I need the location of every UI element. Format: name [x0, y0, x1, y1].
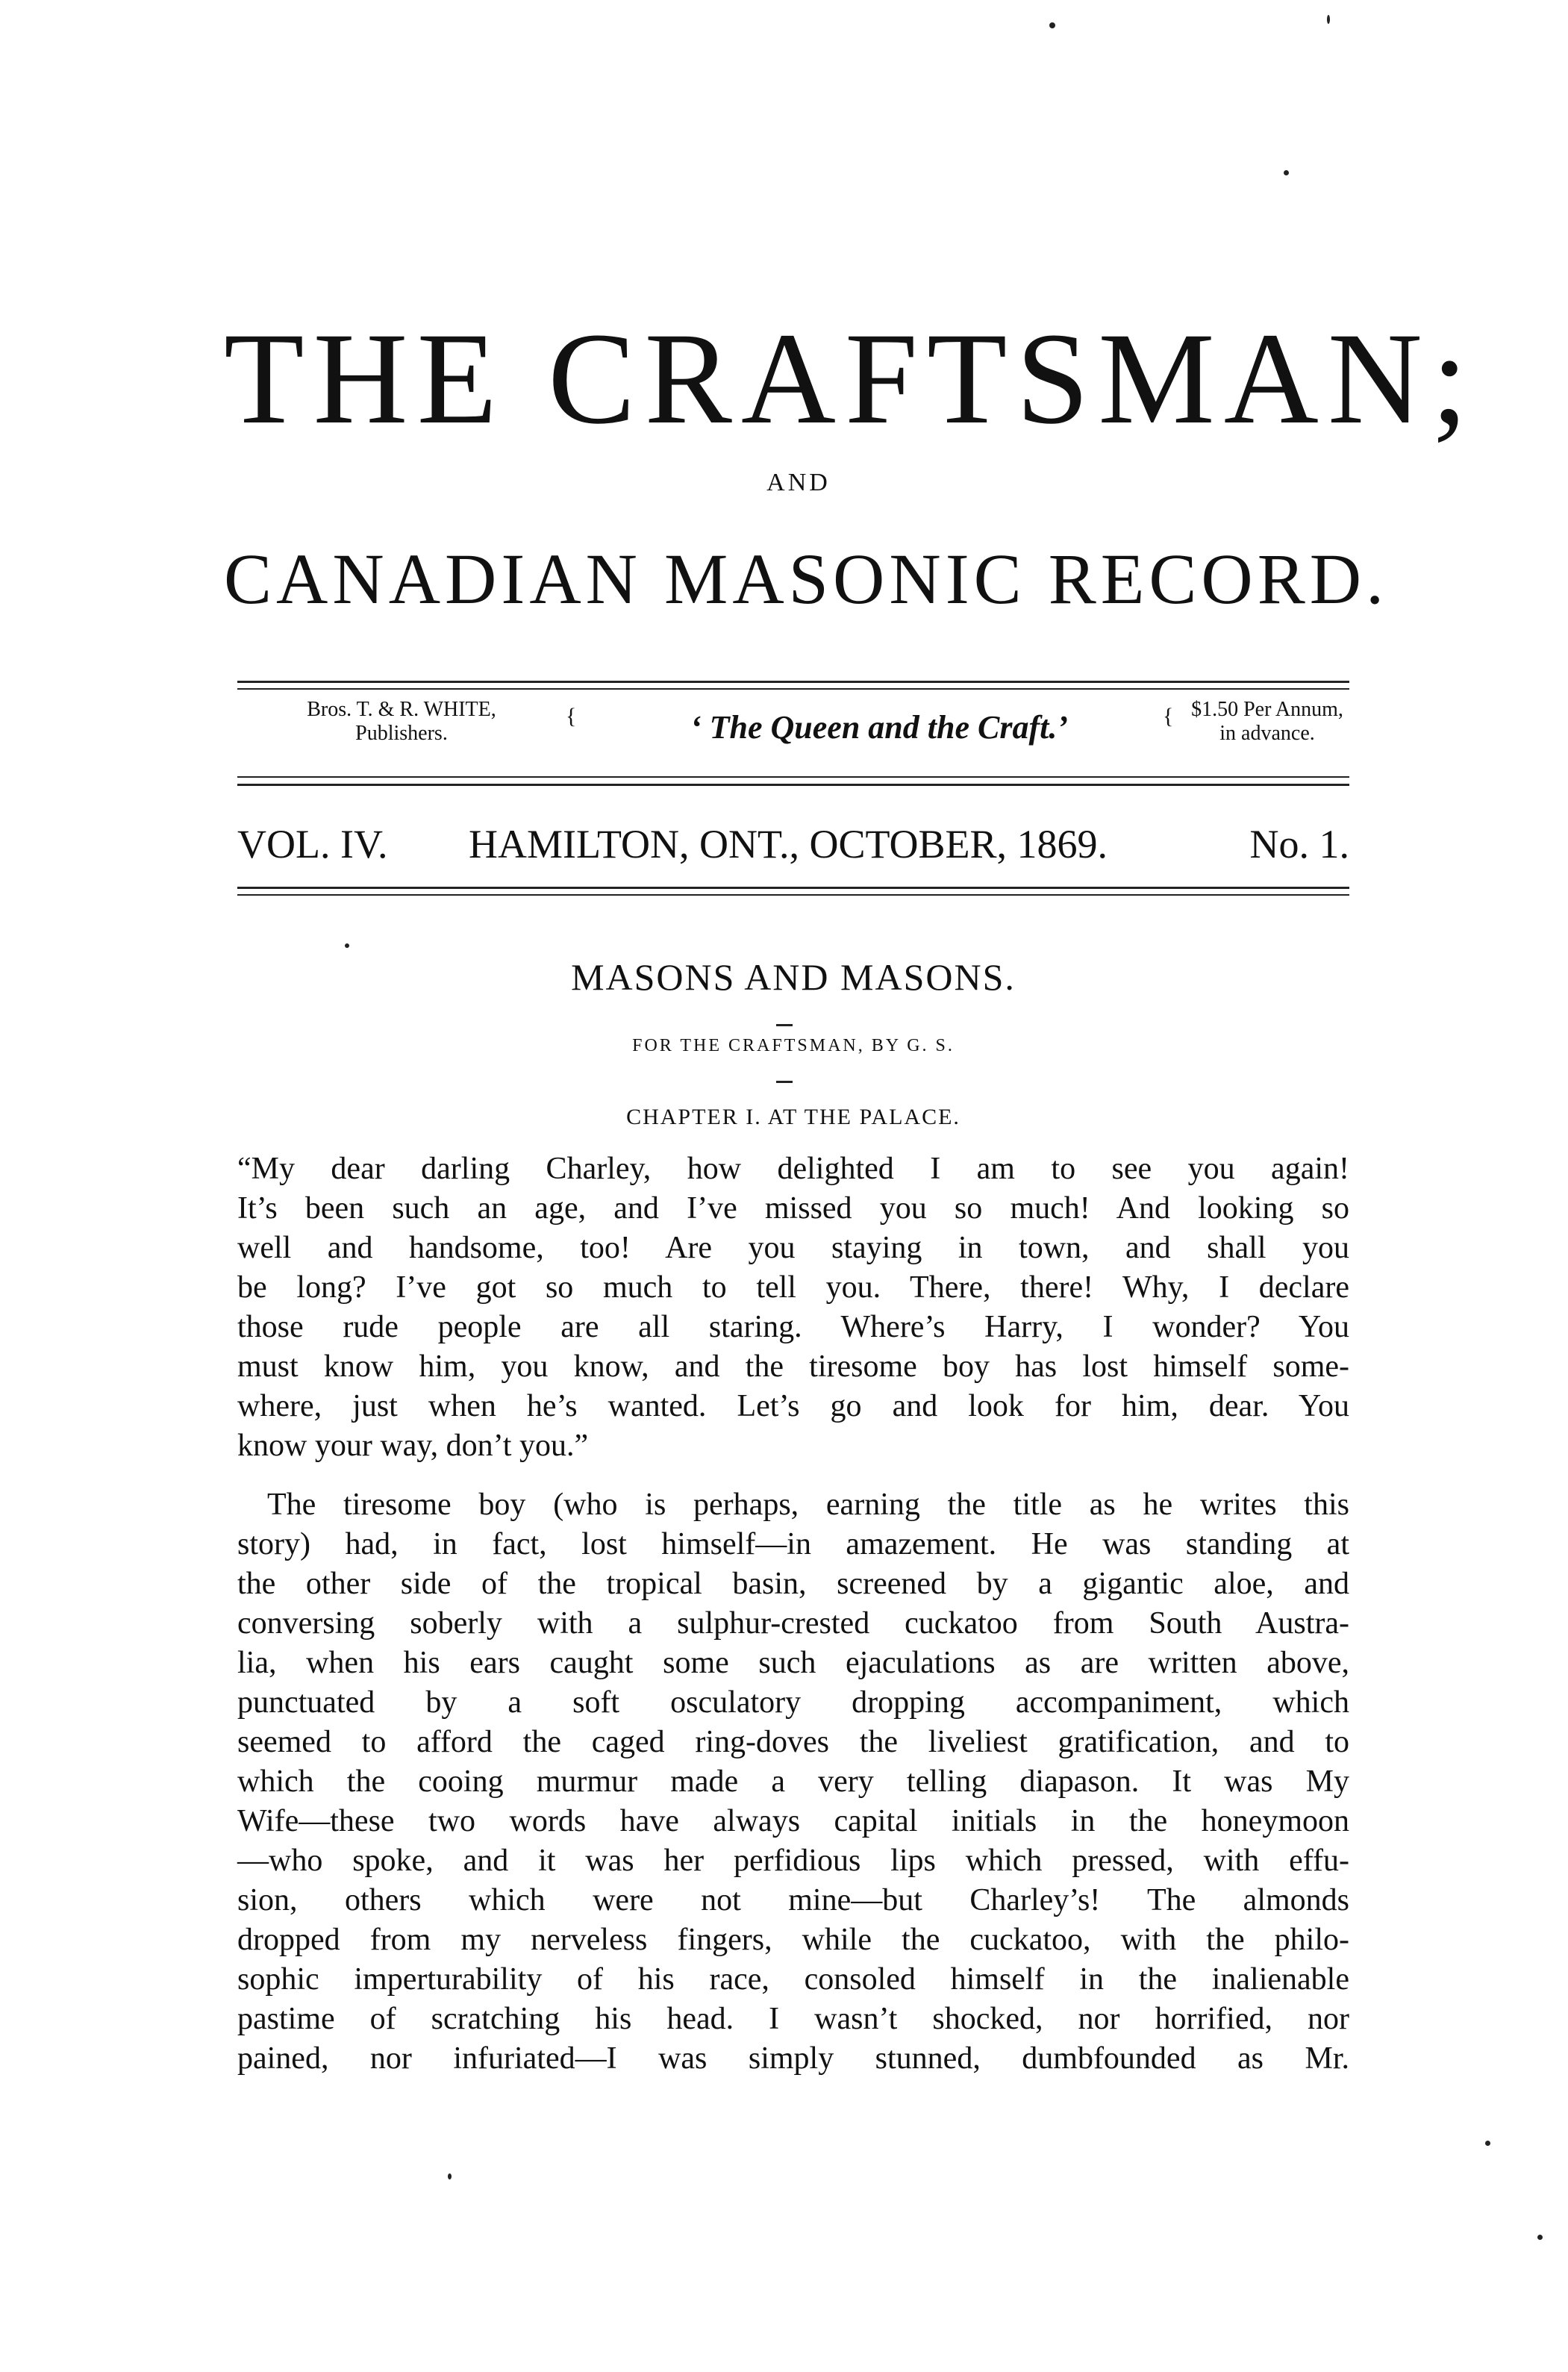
paragraph-line: pained, nor infuriated—I was simply stunned, dumbfounded as Mr. [237, 2041, 1349, 2076]
paragraph-1 [237, 1149, 1349, 1466]
chapter-heading: CHAPTER I. AT THE PALACE. [626, 1105, 961, 1129]
paragraph-line: where, just when he’s wanted. Let’s go and look for him, dear. You [237, 1389, 1349, 1423]
paragraph-line: pastime of scratching his head. I wasn’t shocked, nor horrified, nor [237, 2002, 1349, 2036]
masthead-top-rule [237, 681, 1349, 683]
masthead-bottom-rule-thin [237, 776, 1349, 778]
price-terms: in advance. [1219, 722, 1315, 745]
paragraph-line: sion, others which were not mine—but Charley’s! The almonds [237, 1883, 1349, 1917]
byline-dash [776, 1081, 793, 1083]
masthead-conjunction: AND [766, 469, 831, 496]
place-and-date: HAMILTON, ONT., OCTOBER, 1869. [469, 822, 1108, 867]
paragraph-line: Wife—these two words have always capital initials in the honeymoon [237, 1804, 1349, 1838]
masthead-info-band [237, 698, 1349, 765]
brace-left-icon: { [566, 704, 577, 728]
scan-speck [1049, 22, 1055, 28]
masthead-top-rule-thin [237, 688, 1349, 690]
masthead-title: THE CRAFTSMAN; [224, 306, 1477, 452]
paragraph-line: conversing soberly with a sulphur-crested cuckatoo from South Austra- [237, 1606, 1349, 1641]
article-byline: FOR THE CRAFTSMAN, BY G. S. [632, 1036, 955, 1055]
paragraph-line: must know him, you know, and the tiresome boy has lost himself some- [237, 1349, 1349, 1384]
price-amount: $1.50 Per Annum, [1191, 698, 1343, 721]
masthead-subtitle: CANADIAN MASONIC RECORD. [224, 539, 1389, 619]
paragraph-line: seemed to afford the caged ring-doves the liveliest gratification, and to [237, 1725, 1349, 1759]
paragraph-2 [237, 1485, 1349, 2079]
paragraph-line: It’s been such an age, and I’ve missed you so much! And looking so [237, 1191, 1349, 1226]
paragraph-line: dropped from my nerveless fingers, while the cuckatoo, with the philo- [237, 1923, 1349, 1957]
scan-speck [1485, 2141, 1490, 2146]
paragraph-line: those rude people are all staring. Where’s Harry, I wonder? You [237, 1310, 1349, 1344]
article-title: MASONS AND MASONS. [571, 956, 1016, 998]
publishers-block [245, 698, 558, 746]
scan-speck [1537, 2235, 1543, 2240]
paragraph-line: story) had, in fact, lost himself—in amazement. He was standing at [237, 1527, 1349, 1561]
paragraph-line: —who spoke, and it was her perfidious lips which pressed, with effu- [237, 1844, 1349, 1878]
paragraph-line: lia, when his ears caught some such ejaculations as are written above, [237, 1646, 1349, 1680]
paragraph-line: punctuated by a soft osculatory dropping accompaniment, which [237, 1685, 1349, 1720]
brace-right-icon: { [1163, 704, 1174, 728]
paragraph-line: the other side of the tropical basin, screened by a gigantic aloe, and [237, 1567, 1349, 1601]
issue-line-rule-thin [237, 894, 1349, 896]
title-dash [776, 1024, 793, 1026]
volume-number: VOL. IV. [237, 822, 388, 867]
paragraph-line: which the cooing murmur made a very telling diapason. It was My [237, 1764, 1349, 1799]
scan-speck [1327, 15, 1330, 24]
issue-line [237, 821, 1349, 873]
paragraph-line: know your way, don’t you.” [237, 1429, 589, 1463]
paragraph-line: “My dear darling Charley, how delighted I am to see you again! [237, 1152, 1349, 1186]
price-block [1185, 698, 1349, 746]
scan-speck [448, 2173, 452, 2179]
paragraph-line: The tiresome boy (who is perhaps, earning the title as he writes this [267, 1488, 1349, 1522]
paragraph-line: be long? I’ve got so much to tell you. There, there! Why, I declare [237, 1270, 1349, 1305]
publishers-name: Bros. T. & R. WHITE, [307, 698, 496, 721]
paragraph-line: sophic imperturability of his race, consoled himself in the inalienable [237, 1962, 1349, 1997]
masthead-bottom-rule [237, 784, 1349, 786]
issue-number: No. 1. [1249, 822, 1349, 867]
motto: ‘ The Queen and the Craft.’ [690, 709, 1068, 746]
paragraph-line: well and handsome, too! Are you staying in town, and shall you [237, 1231, 1349, 1265]
issue-line-rule [237, 887, 1349, 889]
scan-speck [1284, 170, 1289, 175]
publishers-label: Publishers. [355, 722, 448, 745]
scan-speck [345, 943, 349, 948]
